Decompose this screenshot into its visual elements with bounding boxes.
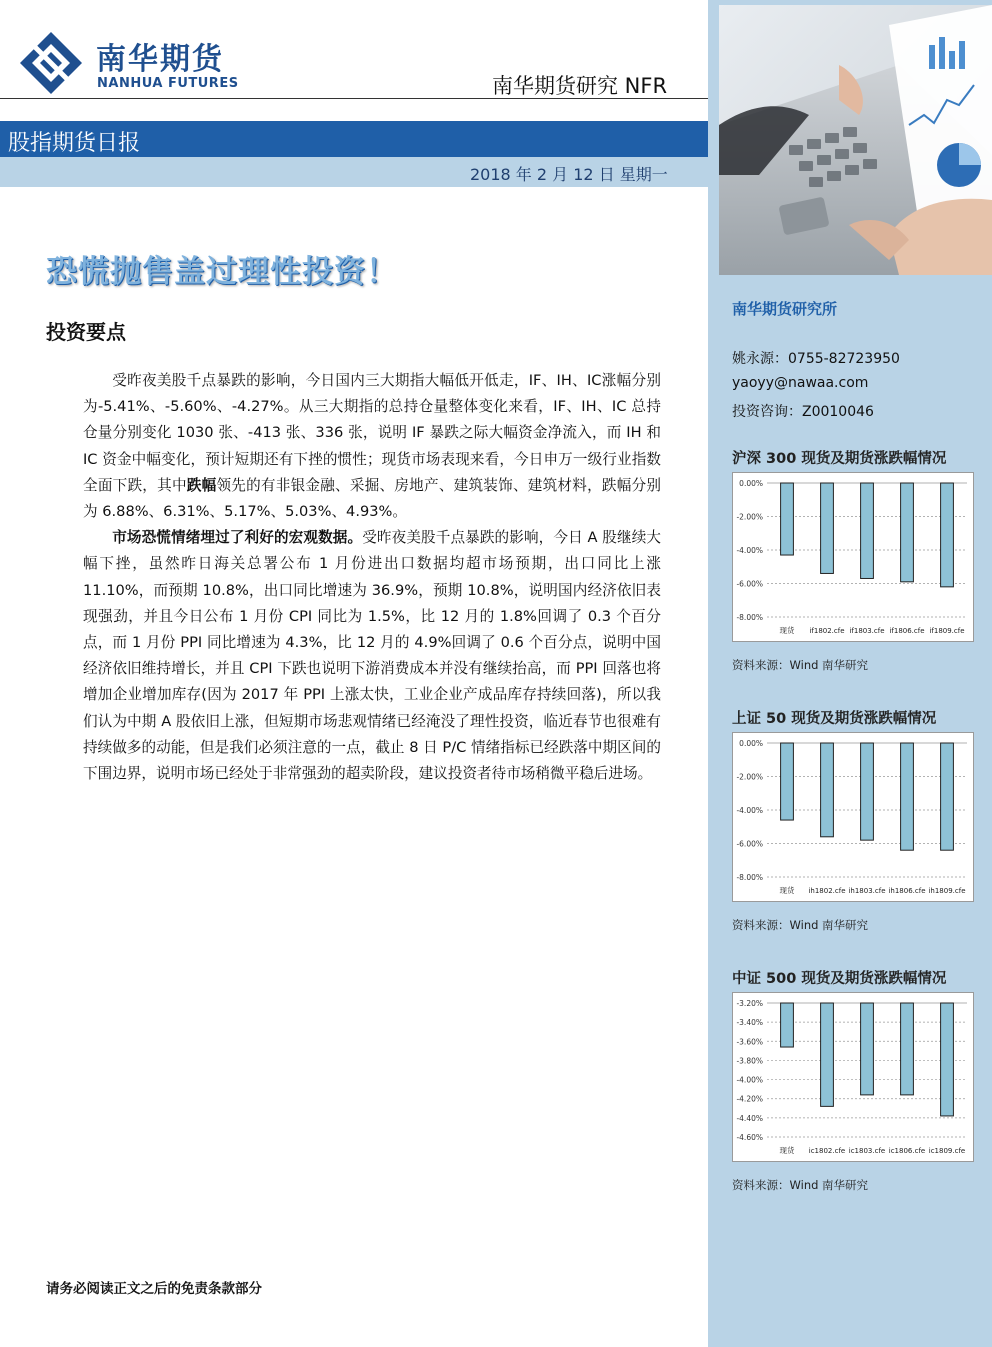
y-tick-label: -4.00% — [736, 1075, 763, 1085]
x-tick-label: 现货 — [779, 626, 795, 635]
paragraph-lead: 市场恐慌情绪埋过了利好的宏观数据。 — [112, 529, 363, 547]
x-tick-label: ih1806.cfe — [888, 887, 926, 895]
chart-source: 资料来源：Wind 南华研究 — [732, 1178, 869, 1192]
x-tick-label: if1809.cfe — [929, 627, 965, 635]
bar — [901, 483, 914, 582]
chart-svg — [733, 473, 973, 641]
bar — [901, 743, 914, 850]
research-label: 南华期货研究 NFR — [492, 74, 668, 98]
paragraph-2 — [83, 525, 661, 787]
x-tick-label: ic1802.cfe — [808, 1147, 846, 1155]
bar — [781, 743, 794, 820]
bar — [861, 483, 874, 578]
y-tick-label: -4.00% — [736, 546, 763, 555]
x-tick-label: if1802.cfe — [809, 627, 845, 635]
article-body — [83, 368, 661, 787]
x-tick-label: if1806.cfe — [889, 627, 925, 635]
x-tick-label: ih1803.cfe — [848, 887, 886, 895]
bar — [821, 483, 834, 573]
disclaimer-note: 请务必阅读正文之后的免责条款部分 — [46, 1281, 262, 1297]
y-tick-label: 0.00% — [739, 479, 763, 488]
paragraph-tail: 领先的有非银金融、采掘、房地产、建筑装饰、建筑材料，跌幅分别为 6.88%、6.31%、5.17%、5.03%、4.93%。 — [83, 476, 661, 521]
header-divider — [0, 98, 708, 99]
chart-source: 资料来源：Wind 南华研究 — [732, 658, 869, 672]
chart-zz500 — [732, 992, 974, 1162]
report-type: 股指期货日报 — [8, 131, 141, 156]
y-tick-label: -4.60% — [736, 1133, 763, 1142]
analyst-contact: 姚永源：0755-82723950 — [732, 351, 900, 367]
bar — [821, 1003, 834, 1106]
section-title: 投资要点 — [46, 320, 126, 344]
analyst-email[interactable]: yaoyy@nawaa.com — [732, 375, 869, 391]
bar — [781, 1003, 794, 1047]
x-tick-label: 现货 — [779, 1146, 795, 1155]
bar — [861, 1003, 874, 1095]
y-tick-label: 0.00% — [739, 739, 763, 748]
y-tick-label: -3.60% — [736, 1037, 763, 1047]
logo-chinese-name: 南华期货 — [96, 42, 224, 77]
laptop-hands-illustration — [719, 5, 992, 275]
y-tick-label: -8.00% — [736, 873, 763, 882]
y-tick-label: -8.00% — [736, 613, 763, 622]
chart-title: 上证 50 现货及期货涨跌幅情况 — [732, 711, 937, 727]
bar — [821, 743, 834, 837]
logo-english-name: NANHUA FUTURES — [97, 76, 239, 91]
chart-title: 沪深 300 现货及期货涨跌幅情况 — [732, 451, 947, 467]
x-tick-label: if1803.cfe — [849, 627, 885, 635]
y-tick-label: -3.80% — [736, 1056, 763, 1066]
consulting-license: 投资咨询：Z0010046 — [732, 404, 874, 420]
chart-source: 资料来源：Wind 南华研究 — [732, 918, 869, 932]
y-tick-label: -4.00% — [736, 806, 763, 815]
bar — [901, 1003, 914, 1095]
bar — [941, 1003, 954, 1116]
cover-photo — [719, 5, 992, 275]
chart-hs300 — [732, 472, 974, 642]
x-tick-label: ih1802.cfe — [808, 887, 846, 895]
x-tick-label: ih1809.cfe — [928, 887, 966, 895]
paragraph-text: 受昨夜美股千点暴跌的影响，今日国内三大期指大幅低开低走，IF、IH、IC涨幅分别为-5.41%、-5.60%、-4.27%。从三大期指的总持仓量整体变化来看，IF、IH、IC 总持仓量分别变化 1030 张、-413 张、336 张，说明 IF 暴跌之际大幅资金净流入，而 IH 和 IC 资金中幅变化，预计短期还有下挫的惯性；现货市场表现来看，今日申万一级行业指数全面下跌，其中 — [83, 372, 661, 494]
y-tick-label: -3.40% — [736, 1018, 763, 1028]
report-date: 2018 年 2 月 12 日 星期一 — [470, 165, 668, 184]
y-tick-label: -3.20% — [736, 999, 763, 1008]
y-tick-label: -2.00% — [736, 512, 763, 522]
y-tick-label: -6.00% — [736, 579, 763, 589]
y-tick-label: -4.20% — [736, 1094, 763, 1104]
x-tick-label: ic1803.cfe — [848, 1147, 886, 1155]
bar — [781, 483, 794, 555]
chart-title: 中证 500 现货及期货涨跌幅情况 — [732, 971, 947, 987]
chart-svg — [733, 733, 973, 901]
y-tick-label: -2.00% — [736, 772, 763, 782]
paragraph-emphasis: 跌幅 — [186, 476, 217, 494]
nanhua-logo-icon — [18, 30, 84, 96]
x-tick-label: ic1809.cfe — [928, 1147, 966, 1155]
headline: 恐慌抛售盖过理性投资！ — [46, 254, 398, 290]
paragraph-1 — [83, 368, 661, 525]
chart-sz50 — [732, 732, 974, 902]
chart-svg — [733, 993, 973, 1161]
x-tick-label: 现货 — [779, 886, 795, 895]
y-tick-label: -6.00% — [736, 839, 763, 849]
paragraph-text: 受昨夜美股千点暴跌的影响，今日 A 股继续大幅下挫，虽然昨日海关总署公布 1 月份进出口数据均超市场预期，出口同比上涨 11.10%，而预期 10.8%，出口同比增速为 36.9%，预期 10.8%，说明国内经济依旧表现强劲，并且今日公布 1 月份 CPI 同比为 1.5%，比 12 月的 1.8%回调了 0.3 个百分点，而 1 月份 PPI 同比增速为 4.3%，比 12 月的 4.9%回调了 0.6 个百分点，说明中国经济依旧维持增长，并且 CPI 下跌也说明下游消费成本并没有继续抬高，而 PPI 回落也将增加企业增加库存(因为 2017 年 PPI 上涨太快，工业企业产成品库存持续回落)，所以我们认为中期 A 股依旧上涨，但短期市场悲观情绪已经淹没了理性投资，临近春节也很难有持续做多的动能，但是我们必须注意的一点，截止 8 日 P/C 情绪指标已经跌落中期区间的下围边界，说明市场已经处于非常强劲的超卖阶段，建议投资者待市场稍微平稳后进场。 — [83, 529, 661, 783]
x-tick-label: ic1806.cfe — [888, 1147, 926, 1155]
institute-name: 南华期货研究所 — [732, 300, 838, 318]
bar — [941, 483, 954, 587]
bar — [941, 743, 954, 850]
bar — [861, 743, 874, 840]
y-tick-label: -4.40% — [736, 1113, 763, 1123]
